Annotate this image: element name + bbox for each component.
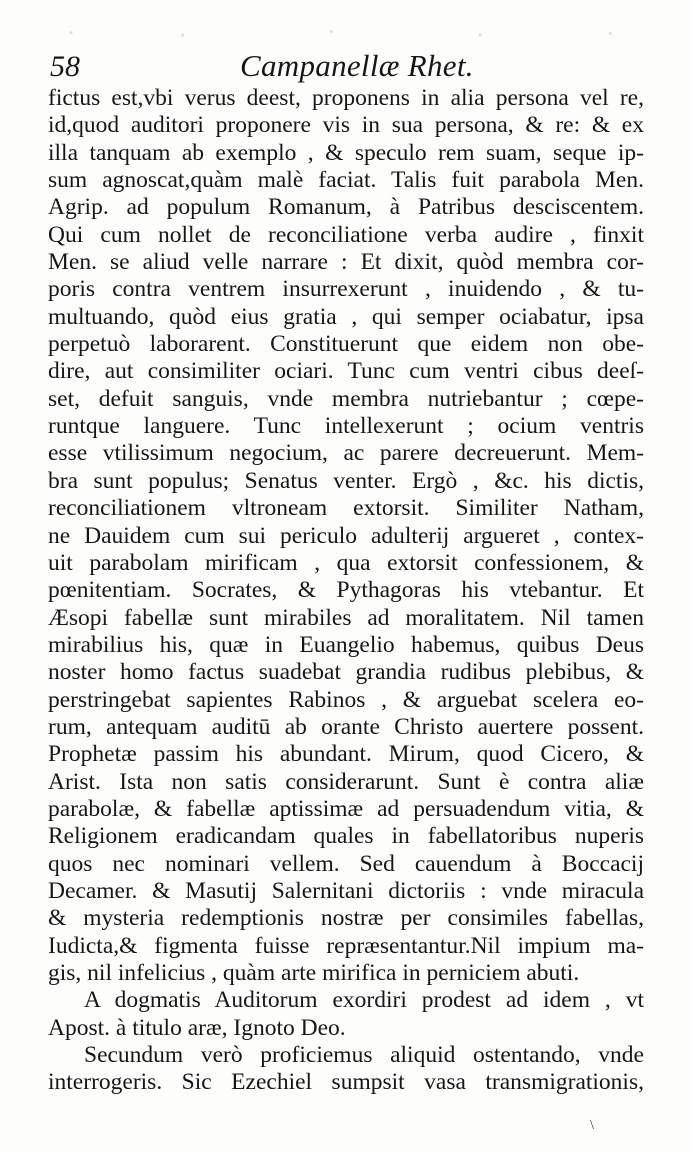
text-line: mirabilius his, quæ in Euangelio habemus, quibus Deus bbox=[48, 631, 644, 658]
text-line: set, defuit sanguis, vnde membra nutriebantur ; cœpe- bbox=[48, 385, 644, 412]
running-title: Campanellæ Rhet. bbox=[240, 48, 474, 83]
text-line: Apost. à titulo aræ, Ignoto Deo. bbox=[48, 1014, 346, 1041]
text-line: runtque languere. Tunc intellexerunt ; ocium ventris bbox=[48, 413, 644, 440]
text-line: multuando, quòd eius gratia , qui semper ociabatur, ipsa bbox=[48, 303, 644, 330]
text-line: illa tanquam ab exemplo , & speculo rem suam, seque ip- bbox=[48, 139, 644, 166]
text-line: uit parabolam mirificam , qua extorsit confessionem, & bbox=[48, 549, 644, 576]
text-line: gis, nil infelicius , quàm arte mirifica in perniciem abuti. bbox=[48, 960, 580, 986]
text-line: poris contra ventrem insurrexerunt , inuidendo , & tu- bbox=[48, 276, 644, 303]
text-line: Agrip. ad populum Romanum, à Patribus desciscentem. bbox=[48, 194, 644, 221]
text-line: Iudicta,& figmenta fuisse repræsentantur.Nil impium ma- bbox=[48, 932, 644, 959]
text-line: Men. se aliud velle narrare : Et dixit, quòd membra cor- bbox=[48, 249, 644, 276]
text-line: Prophetæ passim his abundant. Mirum, quod Cicero, & bbox=[48, 741, 644, 768]
text-line: fictus est,vbi verus deest, proponens in alia persona vel re, bbox=[48, 85, 644, 111]
text-line: Æsopi fabellæ sunt mirabiles ad moralitatem. Nil tamen bbox=[48, 604, 644, 631]
page-number: 58 bbox=[50, 50, 80, 83]
text-line: Decamer. & Masutij Salernitani dictoriis : vnde miracula bbox=[48, 877, 644, 904]
text-line: Arist. Ista non satis considerarunt. Sunt è contra aliæ bbox=[48, 768, 644, 795]
text-line: parabolæ, & fabellæ aptissimæ ad persuadendum vitia, & bbox=[48, 795, 644, 822]
text-line: & mysteria redemptionis nostræ per consimiles fabellas, bbox=[48, 905, 644, 932]
text-line: Secundum verò proficiemus aliquid ostentando, vnde bbox=[84, 1042, 644, 1069]
text-line: Qui cum nollet de reconciliatione verba audire , finxit bbox=[48, 221, 644, 248]
text-line: Religionem eradicandam quales in fabellatoribus nuperis bbox=[48, 823, 644, 850]
text-line: ne Dauidem cum sui periculo adulterij argueret , contex- bbox=[48, 522, 644, 549]
text-line: perstringebat sapientes Rabinos , & arguebat scelera eo- bbox=[48, 686, 644, 713]
text-line: id,quod auditori proponere vis in sua persona, & re: & ex bbox=[48, 112, 644, 139]
body-text bbox=[48, 85, 644, 1097]
text-line: bra sunt populus; Senatus venter. Ergò , &c. his dictis, bbox=[48, 467, 644, 494]
page-header bbox=[48, 48, 648, 88]
text-line: dire, aut consimiliter ociari. Tunc cum ventri cibus deeſ- bbox=[48, 358, 644, 385]
text-line: perpetuò laborarent. Constituerunt que eidem non obe- bbox=[48, 331, 644, 358]
text-line: sum agnoscat,quàm malè faciat. Talis fuit parabola Men. bbox=[48, 167, 644, 194]
text-line: quos nec nominari vellem. Sed cauendum à Boccacij bbox=[48, 850, 644, 877]
stray-mark: \ bbox=[590, 1118, 594, 1133]
paper-speckle bbox=[40, 28, 660, 40]
text-line: pœnitentiam. Socrates, & Pythagoras his vtebantur. Et bbox=[48, 577, 644, 604]
text-line: rum, antequam auditū ab orante Christo auertere possent. bbox=[48, 713, 644, 740]
text-line: A dogmatis Auditorum exordiri prodest ad idem , vt bbox=[84, 987, 644, 1014]
text-line: reconciliationem vltroneam extorsit. Similiter Natham, bbox=[48, 495, 644, 522]
text-line: interrogeris. Sic Ezechiel sumpsit vasa transmigrationis, bbox=[48, 1069, 644, 1096]
text-line: esse vtilissimum negocium, ac parere decreuerunt. Mem- bbox=[48, 440, 644, 467]
text-line: noster homo factus suadebat grandia rudibus plebibus, & bbox=[48, 659, 644, 686]
